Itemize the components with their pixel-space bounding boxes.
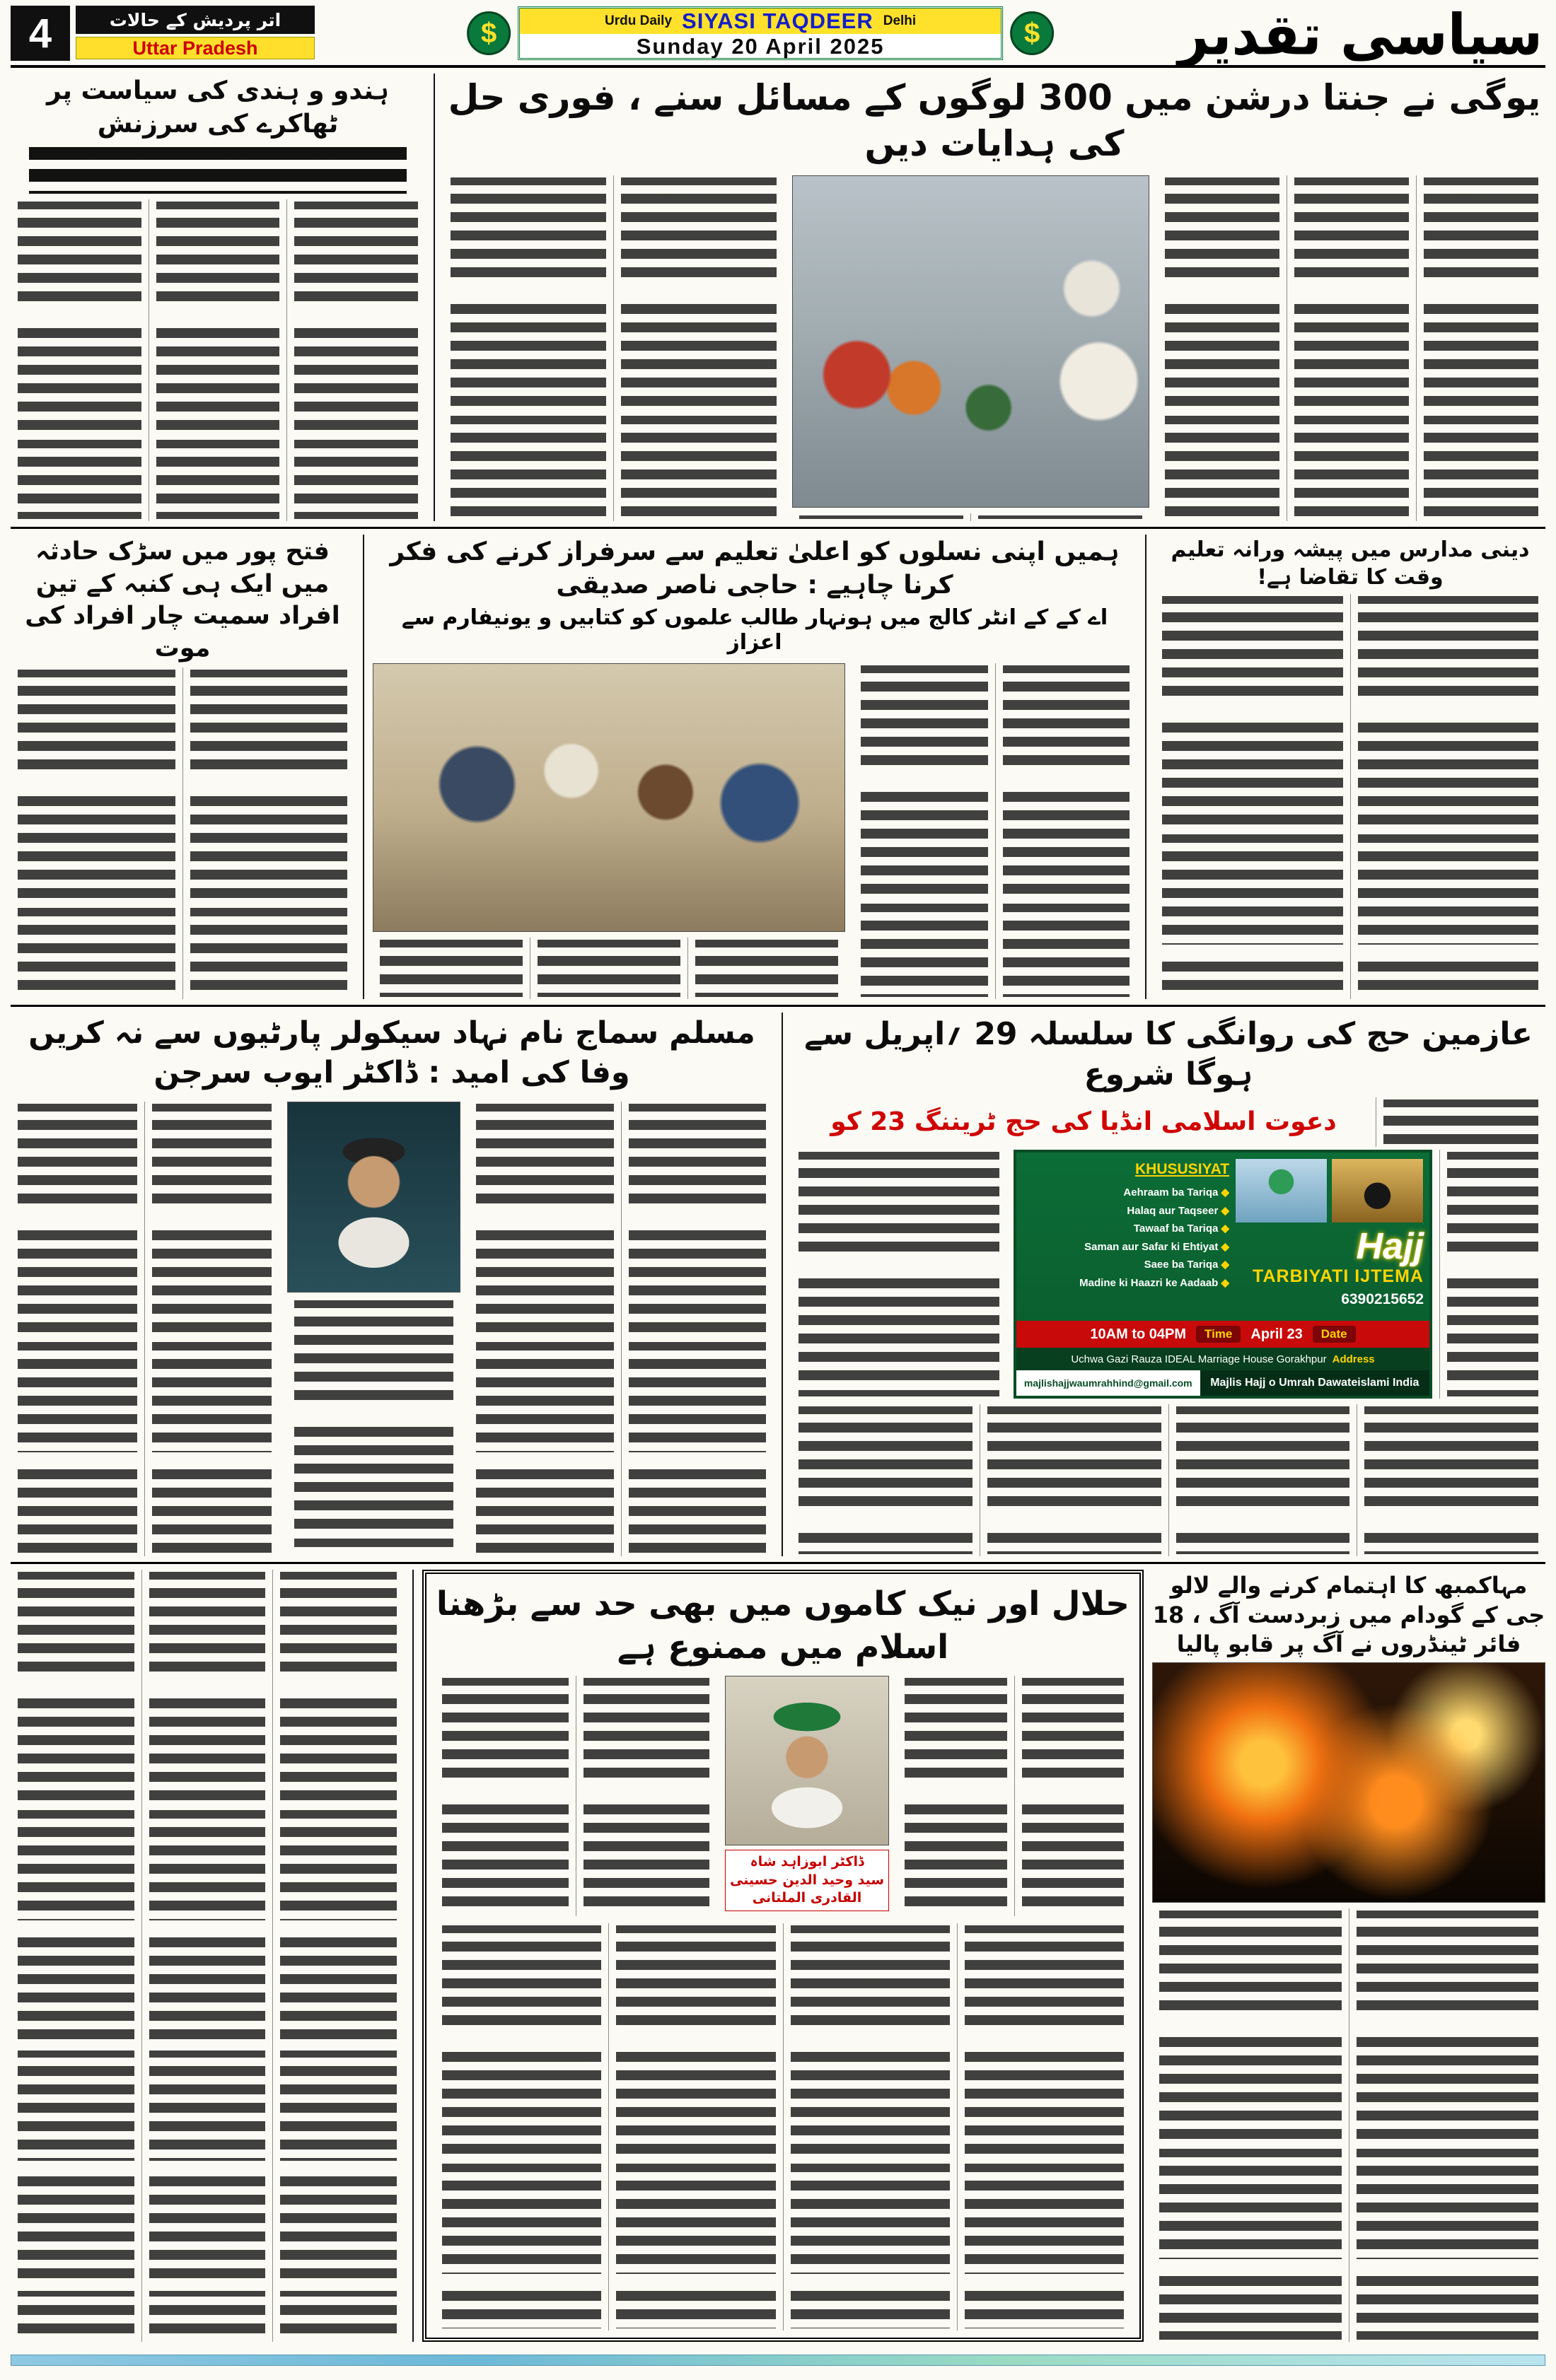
text-columns (11, 199, 425, 521)
text-columns (373, 938, 845, 999)
text-columns (11, 667, 354, 999)
text-columns (435, 1923, 1131, 2331)
text-column (995, 663, 1137, 999)
caption-line: سید وحید الدین حسینی القادری الملتانی (729, 1872, 885, 1906)
photo-dr-ayub (287, 1102, 460, 1293)
text-column (1357, 1404, 1545, 1556)
ad-feature-item: ◆ Saee ba Tariqa (1022, 1256, 1229, 1274)
text-column (144, 1102, 279, 1556)
text-column (613, 175, 784, 521)
caption-line: ڈاکٹر ابوزاہد شاہ (750, 1854, 864, 1870)
article-deeni-madaris (1155, 535, 1545, 999)
text-column (1014, 1676, 1132, 1916)
article-godown-fire (1152, 1570, 1545, 2342)
ad-date-time-bar (1016, 1321, 1429, 1348)
text-columns (854, 663, 1137, 999)
section-title-english: Uttar Pradesh (76, 37, 315, 59)
text-columns (443, 175, 784, 521)
ad-features-title: KHUSUSIYAT (1135, 1161, 1230, 1178)
ad-time-value: 10AM to 04PM (1090, 1326, 1186, 1342)
dollar-emblem-icon: $ (1010, 11, 1054, 55)
text-column (530, 938, 687, 999)
ad-feature-item: ◆ Madine ki Haazri ke Aadaab (1022, 1274, 1229, 1293)
text-column (898, 1676, 1014, 1916)
subhead-lines (29, 147, 407, 194)
text-column (11, 199, 149, 521)
text-column (1349, 1908, 1546, 2342)
text-column (272, 1570, 404, 2342)
paper-name: SIYASI TAQDEER (682, 8, 873, 33)
text-columns (1158, 175, 1545, 521)
ad-address-label: Address (1332, 1353, 1375, 1365)
headline-taleem: ہمیں اپنی نسلوں کو اعلیٰ تعلیم سے سرفراز کرنے کی فکر کرنا چاہیے : حاجی ناصر صدیقی (390, 537, 1120, 600)
headline-thackeray: ہندو و ہندی کی سیاست پر ٹھاکرے کی سرزنش (47, 76, 389, 139)
text-column (1155, 594, 1350, 999)
photo-cleric (725, 1676, 889, 1845)
photo-caption (725, 1850, 889, 1911)
ad-feature-item: ◆ Halaq aur Taqseer (1022, 1202, 1229, 1220)
article-body-top (435, 1676, 1131, 1916)
article-thackeray (11, 74, 435, 521)
masthead (11, 1, 1545, 67)
text-column (687, 938, 845, 999)
ad-phone: 6390215652 (1341, 1290, 1424, 1307)
article-body (11, 1102, 773, 1556)
article-body (443, 175, 1545, 521)
text-column (149, 199, 287, 521)
text-column (854, 663, 995, 999)
ad-main (1016, 1153, 1429, 1321)
masthead-top-strip (520, 8, 1001, 34)
article-hajj-departure (791, 1013, 1545, 1556)
article-taleem-ceremony (373, 535, 1146, 999)
text-column (435, 1676, 576, 1916)
ad-brand: Hajj (1356, 1226, 1424, 1268)
headline-fatehpur: فتح پور میں سڑک حادثہ میں ایک ہی کنبہ کے تین افراد سمیت چار افراد کی موت (25, 537, 340, 663)
ad-photos (1235, 1158, 1424, 1223)
ad-footer (1016, 1370, 1429, 1396)
text-column (1158, 175, 1287, 521)
continuation-columns (11, 1570, 414, 2342)
footer-strip (11, 2355, 1545, 2366)
text-column (791, 1150, 1006, 1399)
text-column (1168, 1404, 1357, 1556)
text-columns (11, 1102, 279, 1556)
dollar-emblem-icon: $ (467, 11, 511, 55)
text-columns (792, 513, 1149, 521)
text-column (286, 199, 425, 521)
section-title-urdu: اتر پردیش کے حالات (76, 6, 315, 34)
text-column (373, 938, 530, 999)
ad-feature-item: ◆ Aehraam ba Tariqa (1022, 1184, 1229, 1202)
headline-madaris: دینی مدارس میں پیشہ ورانہ تعلیم وقت کا تقاضا ہے! (1171, 537, 1530, 590)
ad-address-value: Uchwa Gazi Rauza IDEAL Marriage House Gorakhpur (1071, 1353, 1327, 1365)
paper-city: Delhi (883, 13, 917, 28)
photo-stack (725, 1676, 889, 1916)
text-column (1376, 1097, 1545, 1147)
text-columns (1152, 1908, 1545, 2342)
text-column (1287, 175, 1416, 521)
issue-date: Sunday 20 April 2025 (636, 34, 885, 59)
article-halal-boxed (422, 1570, 1144, 2342)
masthead-center (467, 6, 1054, 61)
ad-email: majlishajjwaumrahhind@gmail.com (1016, 1370, 1200, 1396)
text-columns (469, 1102, 773, 1556)
subhead-hajj-training: دعوت اسلامی انڈیا کی حج ٹریننگ 23 کو (830, 1107, 1337, 1137)
text-columns (11, 1570, 404, 2342)
text-column (576, 1676, 717, 1916)
ad-organization: Majlis Hajj o Umrah Dawateislami India (1200, 1370, 1429, 1396)
photo-godown-fire (1152, 1662, 1545, 1903)
headline-halal: حلال اور نیک کاموں میں بھی حد سے بڑھنا اسلام میں ممنوع ہے (436, 1585, 1130, 1667)
ad-title: TARBIYATI IJTEMA (1253, 1266, 1424, 1286)
text-column (287, 1298, 460, 1556)
ad-photo-madina (1235, 1158, 1328, 1223)
text-column (141, 1570, 273, 2342)
text-column (792, 513, 970, 521)
text-column (182, 667, 355, 999)
page-number: 4 (11, 6, 70, 61)
ad-date-value: 23 April (1250, 1326, 1303, 1342)
ad-address (1016, 1348, 1429, 1370)
subhead-taleem: اے کے کے انٹر کالج میں ہونہار طالب علموں کو کتابیں و یونیفارم سے اعزاز (401, 605, 1108, 655)
text-column (980, 1404, 1168, 1556)
text-column (1350, 594, 1546, 999)
text-columns (898, 1676, 1131, 1916)
text-column (11, 1102, 144, 1556)
ad-row (791, 1150, 1545, 1399)
ad-feature-list (1022, 1184, 1229, 1292)
text-column (608, 1923, 782, 2331)
paper-type: Urdu Daily (605, 13, 673, 28)
photo-janta-darshan (792, 175, 1149, 508)
photo-stack (373, 663, 845, 999)
text-column (621, 1102, 774, 1556)
text-column (783, 1923, 957, 2331)
ad-left (1235, 1158, 1424, 1315)
text-column (11, 667, 182, 999)
text-columns (1155, 594, 1545, 999)
article-muslim-samaj (11, 1013, 783, 1556)
row-bottom (11, 1564, 1545, 2347)
text-column (443, 175, 613, 521)
article-body (373, 663, 1137, 999)
subhead-row (791, 1097, 1545, 1147)
text-column (435, 1923, 608, 2331)
text-column (957, 1923, 1131, 2331)
headline-fire: مہاکمبھ کا اہتمام کرنے والے لالو جی کے گودام میں زبردست آگ ، 18 فائر ٹینڈروں نے آگ پر قابو پالیا (1152, 1572, 1545, 1658)
text-column (1152, 1908, 1349, 2342)
section-banner (11, 6, 315, 61)
row-top (11, 71, 1545, 529)
ad-feature-item: ◆ Tawaaf ba Tariqa (1022, 1220, 1229, 1238)
photo-stack (792, 175, 1149, 521)
text-column (1416, 175, 1545, 521)
ad-date-label: Date (1313, 1326, 1356, 1343)
article-fatehpur-accident (11, 535, 364, 999)
text-columns (791, 1404, 1545, 1556)
text-columns (435, 1676, 716, 1916)
photo-stack (287, 1102, 460, 1556)
headline-muslim-samaj: مسلم سماج نام نہاد سیکولر پارٹیوں سے نہ کریں وفا کی امید : ڈاکٹر ایوب سرجن (28, 1015, 755, 1090)
section-labels (76, 6, 315, 61)
masthead-box (518, 6, 1003, 60)
row-second (11, 529, 1545, 1007)
ad-hajj-tarbiyati-ijtema (1014, 1150, 1432, 1399)
paper-logo-urdu: سیاسی تقدیر (1178, 1, 1543, 67)
text-column (11, 1570, 141, 2342)
text-column (1439, 1150, 1545, 1399)
text-column (469, 1102, 621, 1556)
row-third (11, 1007, 1545, 1564)
text-column (970, 513, 1149, 521)
headline-hajj: عازمین حج کی روانگی کا سلسلہ 29 ؍اپریل سے ہوگا شروع (804, 1016, 1533, 1093)
ad-feature-item: ◆ Saman aur Safar ki Ehtiyat (1022, 1238, 1229, 1256)
ad-features (1022, 1158, 1229, 1315)
headline-yogi: یوگی نے جنتا درشن میں 300 لوگوں کے مسائل سنے ، فوری حل کی ہدایات دیں (448, 77, 1541, 164)
photo-book-distribution (373, 663, 845, 932)
text-column (791, 1404, 980, 1556)
article-yogi-janta-darshan (443, 74, 1545, 521)
ad-time-label: Time (1196, 1326, 1241, 1343)
ad-photo-kaaba (1331, 1158, 1424, 1223)
masthead-logo-area (1178, 1, 1543, 67)
